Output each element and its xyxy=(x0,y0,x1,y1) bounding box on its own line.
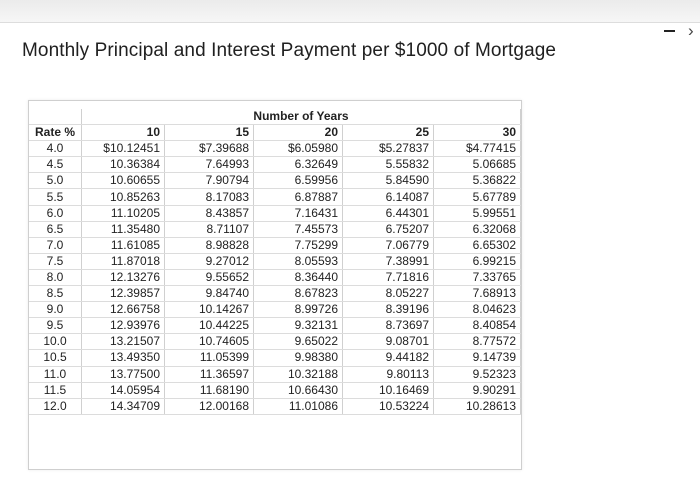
payment-cell: 6.99215 xyxy=(434,253,521,269)
payment-cell: 9.32131 xyxy=(254,318,343,334)
rate-cell: 9.5 xyxy=(29,318,82,334)
payment-cell: 5.99551 xyxy=(434,205,521,221)
payment-cell: $7.39688 xyxy=(165,141,254,157)
payment-cell: 7.38991 xyxy=(343,253,434,269)
payment-cell: 9.84740 xyxy=(165,286,254,302)
rate-cell: 7.5 xyxy=(29,253,82,269)
payment-cell: 6.75207 xyxy=(343,221,434,237)
payment-cell: 12.66758 xyxy=(82,302,165,318)
rate-cell: 9.0 xyxy=(29,302,82,318)
payment-cell: 8.40854 xyxy=(434,318,521,334)
payment-cell: $4.77415 xyxy=(434,141,521,157)
payment-cell: 6.32068 xyxy=(434,221,521,237)
rate-cell: 4.5 xyxy=(29,157,82,173)
payment-cell: 10.74605 xyxy=(165,334,254,350)
table-row xyxy=(29,205,521,221)
payment-cell: 5.67789 xyxy=(434,189,521,205)
payment-cell: 12.13276 xyxy=(82,269,165,285)
payment-cell: 9.14739 xyxy=(434,350,521,366)
payment-cell: 8.99726 xyxy=(254,302,343,318)
column-header-row xyxy=(29,125,521,141)
payment-cell: 5.55832 xyxy=(343,157,434,173)
payment-cell: 6.14087 xyxy=(343,189,434,205)
payment-cell: 6.65302 xyxy=(434,237,521,253)
payment-cell: 7.68913 xyxy=(434,286,521,302)
column-header: 15 xyxy=(165,125,254,141)
column-header: Rate % xyxy=(29,125,82,141)
column-header: 10 xyxy=(82,125,165,141)
payment-cell: 11.61085 xyxy=(82,237,165,253)
payment-cell: 10.60655 xyxy=(82,173,165,189)
rate-cell: 11.5 xyxy=(29,382,82,398)
payment-cell: $5.27837 xyxy=(343,141,434,157)
payment-cell: 11.01086 xyxy=(254,398,343,414)
payment-cell: 12.00168 xyxy=(165,398,254,414)
payment-cell: 13.21507 xyxy=(82,334,165,350)
table-row xyxy=(29,173,521,189)
payment-cell: 8.04623 xyxy=(434,302,521,318)
column-header: 30 xyxy=(434,125,521,141)
payment-cell: 8.67823 xyxy=(254,286,343,302)
payment-cell: 11.87018 xyxy=(82,253,165,269)
payment-cell: 9.65022 xyxy=(254,334,343,350)
payment-cell: 5.36822 xyxy=(434,173,521,189)
payment-cell: 14.05954 xyxy=(82,382,165,398)
rate-cell: 11.0 xyxy=(29,366,82,382)
payment-cell: 10.36384 xyxy=(82,157,165,173)
table-row xyxy=(29,237,521,253)
rate-cell: 8.0 xyxy=(29,269,82,285)
payment-cell: 7.71816 xyxy=(343,269,434,285)
payment-cell: 8.05227 xyxy=(343,286,434,302)
table-row xyxy=(29,318,521,334)
payment-cell: 7.45573 xyxy=(254,221,343,237)
payment-cell: 12.93976 xyxy=(82,318,165,334)
table-row xyxy=(29,350,521,366)
payment-cell: 8.36440 xyxy=(254,269,343,285)
payment-cell: 11.10205 xyxy=(82,205,165,221)
table-row xyxy=(29,366,521,382)
payment-cell: 10.32188 xyxy=(254,366,343,382)
payment-cell: 14.34709 xyxy=(82,398,165,414)
payment-cell: $6.05980 xyxy=(254,141,343,157)
payment-cell: 6.59956 xyxy=(254,173,343,189)
payment-cell: 9.08701 xyxy=(343,334,434,350)
payment-cell: 6.44301 xyxy=(343,205,434,221)
rate-cell: 4.0 xyxy=(29,141,82,157)
table-row xyxy=(29,253,521,269)
payment-cell: 7.16431 xyxy=(254,205,343,221)
payment-cell: 10.66430 xyxy=(254,382,343,398)
rate-cell: 12.0 xyxy=(29,398,82,414)
table-row xyxy=(29,302,521,318)
payment-cell: 10.85263 xyxy=(82,189,165,205)
payment-cell: 7.75299 xyxy=(254,237,343,253)
payment-cell: 7.06779 xyxy=(343,237,434,253)
payment-cell: 10.16469 xyxy=(343,382,434,398)
payment-cell: 9.55652 xyxy=(165,269,254,285)
payment-cell: 5.84590 xyxy=(343,173,434,189)
payment-cell: 8.17083 xyxy=(165,189,254,205)
rate-cell: 10.0 xyxy=(29,334,82,350)
payment-cell: 11.36597 xyxy=(165,366,254,382)
payment-cell: 11.05399 xyxy=(165,350,254,366)
rate-cell: 5.0 xyxy=(29,173,82,189)
payment-cell: 9.27012 xyxy=(165,253,254,269)
payment-cell: 10.14267 xyxy=(165,302,254,318)
payment-cell: 9.98380 xyxy=(254,350,343,366)
rate-cell: 6.0 xyxy=(29,205,82,221)
column-header: 20 xyxy=(254,125,343,141)
payment-cell: 8.39196 xyxy=(343,302,434,318)
table-row xyxy=(29,157,521,173)
mortgage-table xyxy=(29,109,521,415)
payment-cell: 9.90291 xyxy=(434,382,521,398)
rate-cell: 5.5 xyxy=(29,189,82,205)
payment-cell: 6.87887 xyxy=(254,189,343,205)
payment-cell: $10.12451 xyxy=(82,141,165,157)
group-header: Number of Years xyxy=(82,109,521,125)
table-row xyxy=(29,398,521,414)
minimize-icon[interactable] xyxy=(664,30,675,32)
payment-cell: 5.06685 xyxy=(434,157,521,173)
payment-cell: 6.32649 xyxy=(254,157,343,173)
payment-cell: 11.68190 xyxy=(165,382,254,398)
group-header-spacer xyxy=(29,109,82,125)
payment-cell: 8.77572 xyxy=(434,334,521,350)
page-title: Monthly Principal and Interest Payment per $1000 of Mortgage xyxy=(22,40,557,61)
payment-cell: 9.80113 xyxy=(343,366,434,382)
payment-cell: 12.39857 xyxy=(82,286,165,302)
mortgage-table-container xyxy=(28,100,522,470)
table-row xyxy=(29,141,521,157)
payment-cell: 10.44225 xyxy=(165,318,254,334)
payment-cell: 13.77500 xyxy=(82,366,165,382)
payment-cell: 10.28613 xyxy=(434,398,521,414)
table-row xyxy=(29,269,521,285)
top-bar xyxy=(0,0,700,23)
payment-cell: 8.73697 xyxy=(343,318,434,334)
chevron-right-icon[interactable]: › xyxy=(688,21,694,40)
payment-cell: 11.35480 xyxy=(82,221,165,237)
payment-cell: 10.53224 xyxy=(343,398,434,414)
rate-cell: 10.5 xyxy=(29,350,82,366)
payment-cell: 7.64993 xyxy=(165,157,254,173)
payment-cell: 8.98828 xyxy=(165,237,254,253)
payment-cell: 8.71107 xyxy=(165,221,254,237)
payment-cell: 8.43857 xyxy=(165,205,254,221)
payment-cell: 9.44182 xyxy=(343,350,434,366)
group-header-row xyxy=(29,109,521,125)
table-row xyxy=(29,286,521,302)
table-row xyxy=(29,334,521,350)
table-row xyxy=(29,221,521,237)
rate-cell: 7.0 xyxy=(29,237,82,253)
table-row xyxy=(29,382,521,398)
payment-cell: 7.33765 xyxy=(434,269,521,285)
table-row xyxy=(29,189,521,205)
payment-cell: 13.49350 xyxy=(82,350,165,366)
column-header: 25 xyxy=(343,125,434,141)
rate-cell: 6.5 xyxy=(29,221,82,237)
rate-cell: 8.5 xyxy=(29,286,82,302)
payment-cell: 9.52323 xyxy=(434,366,521,382)
payment-cell: 7.90794 xyxy=(165,173,254,189)
payment-cell: 8.05593 xyxy=(254,253,343,269)
